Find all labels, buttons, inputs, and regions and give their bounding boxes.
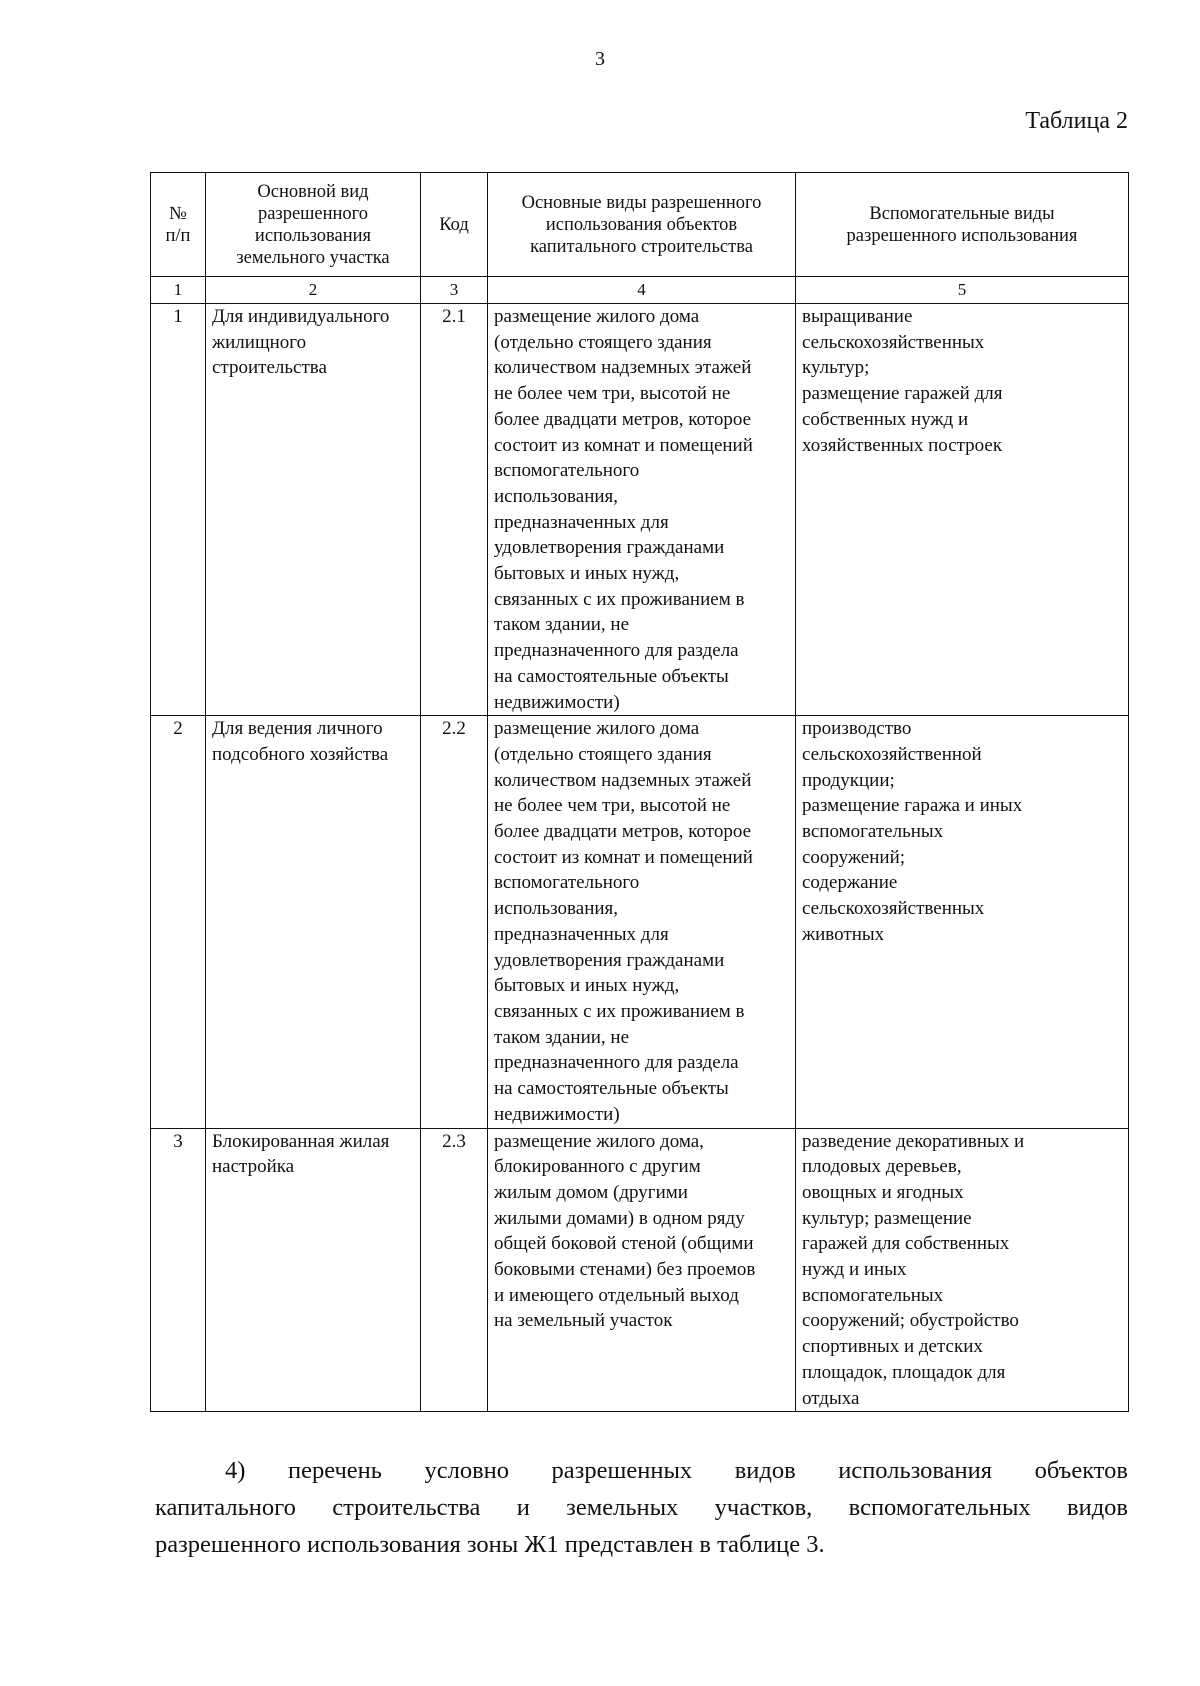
column-index-row [151, 277, 1129, 304]
capital-use-line: бытовых и иных нужд, [494, 563, 680, 585]
header-num-line: п/п [165, 225, 191, 246]
row-num: 3 [151, 1128, 206, 1412]
header-main-use-line: земельного участка [236, 247, 390, 268]
capital-use-line: размещение жилого дома, [494, 1130, 704, 1152]
paragraph-line: 4) перечень условно разрешенных видов использования объектов [225, 1457, 1128, 1484]
column-index: 3 [421, 277, 488, 304]
capital-use-line: связанных с их проживанием в [494, 588, 745, 610]
header-capital-uses [488, 173, 796, 277]
capital-use-line: таком здании, не [494, 614, 630, 636]
table-row [151, 1128, 1129, 1412]
aux-use-line: собственных нужд и [802, 408, 969, 430]
main-use-line: жилищного [212, 331, 307, 353]
capital-use-line: количеством надземных этажей [494, 769, 752, 791]
row-capital-uses [488, 1128, 796, 1412]
main-use-line: строительства [212, 357, 327, 379]
aux-use-line: хозяйственных построек [802, 434, 1003, 456]
row-code: 2.2 [421, 716, 488, 1128]
main-use-line: подсобного хозяйства [212, 743, 389, 765]
table-header-row [151, 173, 1129, 277]
header-num-line: № [169, 203, 187, 224]
capital-use-line: использования, [494, 485, 619, 507]
capital-use-line: бытовых и иных нужд, [494, 975, 680, 997]
aux-use-line: культур; [802, 357, 870, 379]
header-main-use-line: использования [254, 225, 372, 246]
permitted-uses-table [150, 172, 1129, 1412]
header-main-use-line: разрешенного [257, 203, 369, 224]
capital-use-line: на самостоятельные объекты [494, 1078, 729, 1100]
capital-use-line: вспомогательного [494, 872, 640, 894]
row-num: 1 [151, 304, 206, 716]
row-main-use [206, 716, 421, 1128]
row-aux-uses [796, 1128, 1129, 1412]
capital-use-line: предназначенных для [494, 923, 669, 945]
aux-use-line: сельскохозяйственных [802, 331, 985, 353]
main-use-line: Для индивидуального [212, 306, 390, 327]
capital-use-line: таком здании, не [494, 1026, 630, 1048]
aux-use-line: отдыха [802, 1387, 860, 1409]
header-capital-uses-line: использования объектов [545, 214, 738, 235]
aux-use-line: выращивание [802, 306, 913, 327]
aux-use-line: гаражей для собственных [802, 1233, 1010, 1255]
main-use-line: Для ведения личного [212, 718, 383, 740]
capital-use-line: размещение жилого дома [494, 306, 700, 327]
capital-use-line: состоит из комнат и помещений [494, 434, 753, 456]
row-capital-uses [488, 304, 796, 716]
header-capital-uses-line: капитального строительства [530, 236, 753, 257]
header-aux-uses-line: разрешенного использования [846, 225, 1078, 246]
aux-use-line: плодовых деревьев, [802, 1156, 962, 1178]
capital-use-line: состоит из комнат и помещений [494, 846, 753, 868]
header-code-line: Код [439, 214, 469, 235]
capital-use-line: размещение жилого дома [494, 718, 700, 740]
aux-use-line: культур; размещение [802, 1207, 972, 1229]
aux-use-line: животных [802, 923, 885, 945]
row-aux-uses [796, 716, 1129, 1128]
header-main-use [206, 173, 421, 277]
page-number: 3 [595, 48, 605, 70]
capital-use-line: предназначенного для раздела [494, 1052, 739, 1074]
aux-use-line: спортивных и детских [802, 1336, 983, 1358]
aux-use-line: разведение декоративных и [802, 1130, 1025, 1152]
aux-use-line: сельскохозяйственной [802, 743, 982, 765]
paragraph-line: капитального строительства и земельных участков, вспомогательных видов [155, 1494, 1128, 1521]
aux-use-line: овощных и ягодных [802, 1181, 964, 1203]
row-code: 2.1 [421, 304, 488, 716]
column-index: 2 [206, 277, 421, 304]
capital-use-line: и имеющего отдельный выход [494, 1284, 739, 1306]
aux-use-line: сооружений; [802, 846, 906, 868]
aux-use-line: нужд и иных [802, 1259, 907, 1281]
capital-use-line: (отдельно стоящего здания [494, 743, 712, 765]
column-index: 1 [151, 277, 206, 304]
capital-use-line: более двадцати метров, которое [494, 408, 752, 430]
capital-use-line: жилыми домами) в одном ряду [494, 1207, 745, 1229]
capital-use-line: предназначенного для раздела [494, 640, 739, 662]
capital-use-line: предназначенных для [494, 511, 669, 533]
column-index: 5 [796, 277, 1129, 304]
paragraph-line: разрешенного использования зоны Ж1 представлен в таблице 3. [155, 1531, 825, 1558]
capital-use-line: удовлетворения гражданами [494, 537, 725, 559]
capital-use-line: не более чем три, высотой не [494, 383, 731, 405]
capital-use-line: недвижимости) [494, 1103, 620, 1125]
table-row [151, 304, 1129, 716]
aux-use-line: вспомогательных [802, 821, 944, 843]
aux-use-line: размещение гаражей для [802, 383, 1003, 405]
header-code [421, 173, 488, 277]
row-aux-uses [796, 304, 1129, 716]
capital-use-line: вспомогательного [494, 460, 640, 482]
column-index: 4 [488, 277, 796, 304]
capital-use-line: на земельный участок [494, 1310, 673, 1332]
body-paragraph [155, 1452, 1128, 1563]
capital-use-line: блокированного с другим [494, 1156, 701, 1178]
table-caption: Таблица 2 [1025, 108, 1128, 134]
capital-use-line: не более чем три, высотой не [494, 795, 731, 817]
row-code: 2.3 [421, 1128, 488, 1412]
table-row [151, 716, 1129, 1128]
aux-use-line: сооружений; обустройство [802, 1310, 1019, 1332]
capital-use-line: использования, [494, 898, 619, 920]
row-main-use [206, 1128, 421, 1412]
header-main-use-line: Основной вид [257, 181, 369, 202]
capital-use-line: удовлетворения гражданами [494, 949, 725, 971]
capital-use-line: недвижимости) [494, 691, 620, 713]
main-use-line: Блокированная жилая [212, 1130, 390, 1152]
capital-use-line: общей боковой стеной (общими [494, 1233, 754, 1255]
header-capital-uses-line: Основные виды разрешенного [521, 192, 762, 213]
header-aux-uses [796, 173, 1129, 277]
capital-use-line: (отдельно стоящего здания [494, 331, 712, 353]
main-use-line: настройка [212, 1156, 295, 1178]
aux-use-line: вспомогательных [802, 1284, 944, 1306]
capital-use-line: жилым домом (другими [494, 1181, 688, 1203]
aux-use-line: площадок, площадок для [802, 1361, 1006, 1383]
aux-use-line: размещение гаража и иных [802, 795, 1023, 817]
aux-use-line: производство [802, 718, 912, 740]
aux-use-line: сельскохозяйственных [802, 898, 985, 920]
aux-use-line: содержание [802, 872, 898, 894]
capital-use-line: количеством надземных этажей [494, 357, 752, 379]
row-capital-uses [488, 716, 796, 1128]
capital-use-line: связанных с их проживанием в [494, 1000, 745, 1022]
row-num: 2 [151, 716, 206, 1128]
header-aux-uses-line: Вспомогательные виды [869, 203, 1055, 224]
capital-use-line: боковыми стенами) без проемов [494, 1259, 756, 1281]
row-main-use [206, 304, 421, 716]
header-num [151, 173, 206, 277]
capital-use-line: более двадцати метров, которое [494, 821, 752, 843]
capital-use-line: на самостоятельные объекты [494, 665, 729, 687]
aux-use-line: продукции; [802, 769, 895, 791]
